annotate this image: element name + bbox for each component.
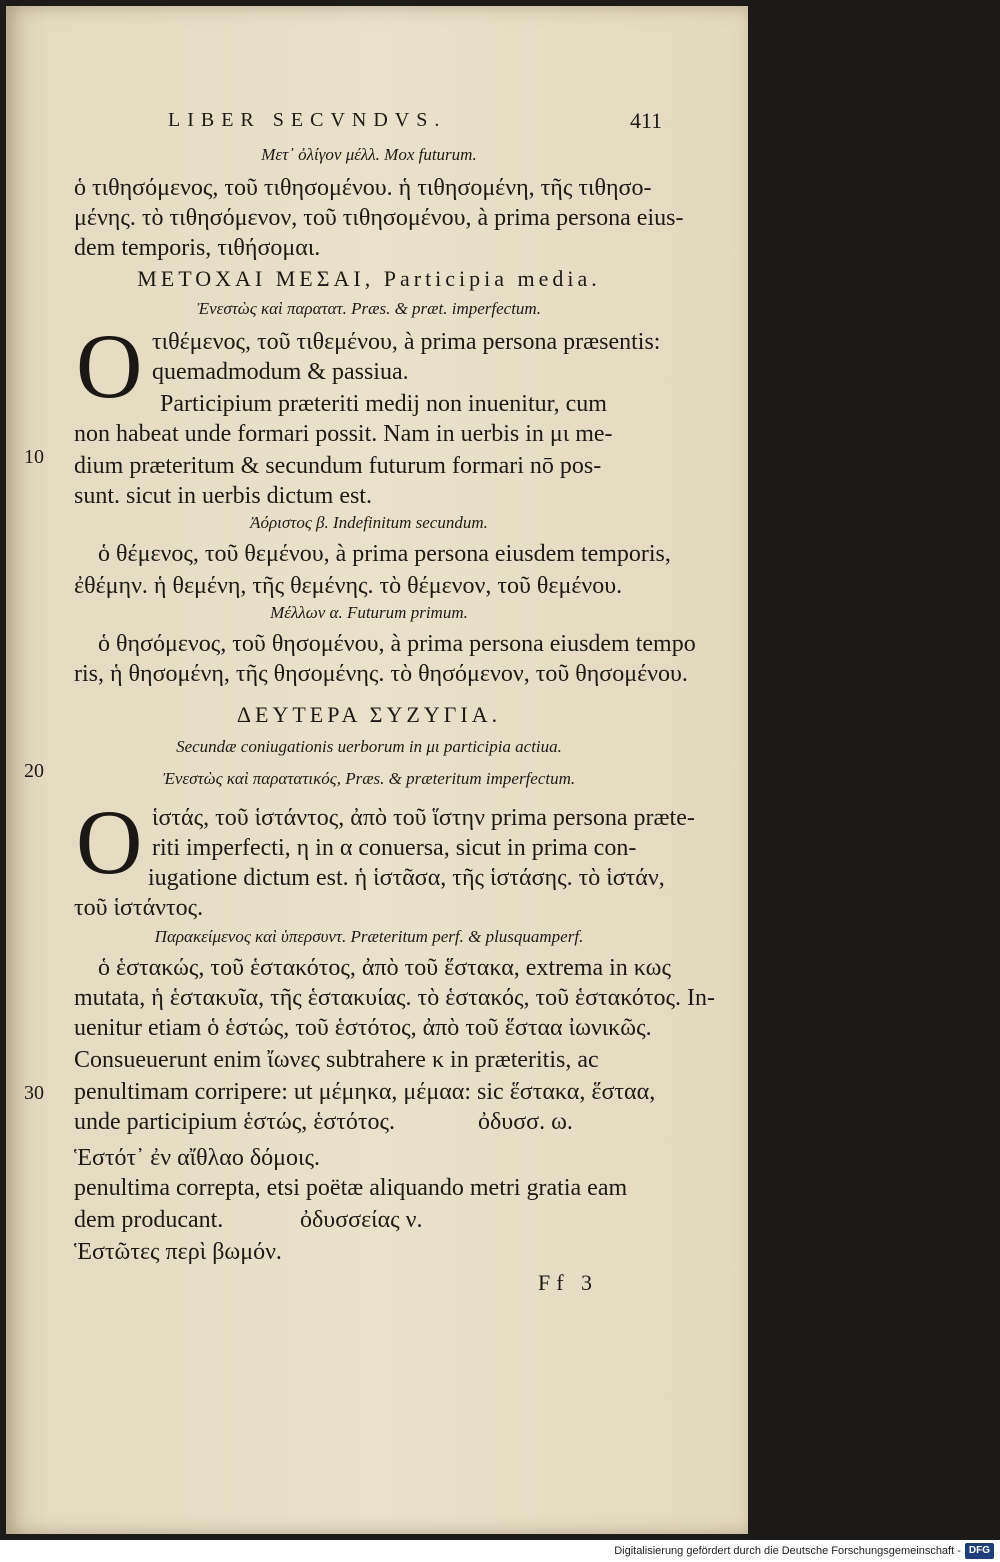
text-line: τοῦ ἱστάντος.	[74, 895, 204, 921]
text-line: ἐθέμην. ἡ θεμένη, τῆς θεμένης. τὸ θέμενον, τοῦ θεμένου.	[74, 573, 623, 599]
text-line: dem temporis, τιθήσομαι.	[74, 235, 321, 261]
page-edge	[748, 0, 1000, 1540]
margin-line-number: 30	[24, 1082, 44, 1104]
folio-number: 411	[630, 108, 663, 133]
section-heading: ΔΕΥΤΕΡΑ ΣΥΖΥΓΙΑ.	[236, 702, 502, 727]
text-line: ris, ἡ θησομένη, τῆς θησομένης. τὸ θησόμενον, τοῦ θησομένου.	[74, 661, 688, 687]
verse-quote: Ἑστῶτες περὶ βωμόν.	[74, 1239, 282, 1265]
text-line: Ἀόριστος β. Indefinitum secundum.	[250, 513, 488, 532]
citation: ὀδυσσ. ω.	[478, 1109, 573, 1135]
text-line: dium præteritum & secundum futurum formari nō pos-	[74, 453, 602, 479]
text-line: ὁ θησόμενος, τοῦ θησομένου, à prima persona eiusdem tempo	[98, 631, 696, 657]
text-line: quemadmodum & passiua.	[152, 359, 409, 385]
text-line: riti imperfecti, η in α conuersa, sicut in prima con-	[152, 835, 637, 861]
text-line: τιθέμενος, τοῦ τιθεμένου, à prima persona præsentis:	[152, 329, 661, 355]
text-line: sunt. sicut in uerbis dictum est.	[74, 483, 372, 509]
citation: ὀδυσσείας ν.	[300, 1207, 423, 1233]
section-heading: ΜΕΤΟΧΑΙ ΜΕΣΑΙ, Participia media.	[137, 266, 601, 291]
digitization-footer	[0, 1540, 1000, 1562]
signature-mark: Ff 3	[538, 1270, 599, 1295]
text-line: ὁ ἑστακώς, τοῦ ἑστακότος, ἀπὸ τοῦ ἕστακα, extrema in κως	[98, 955, 671, 981]
text-line: dem producant.	[74, 1207, 224, 1233]
text-line: ὁ τιθησόμενος, τοῦ τιθησομένου. ἡ τιθησομένη, τῆς τιθησο-	[74, 175, 652, 201]
text-line: Ἐνεστὼς καὶ παρατατικός, Præs. & præteritum imperfectum.	[162, 769, 576, 788]
drop-cap: O	[76, 791, 143, 893]
dfg-logo-icon: DFG	[965, 1543, 994, 1559]
text-line: ὁ θέμενος, τοῦ θεμένου, à prima persona eiusdem temporis,	[98, 541, 671, 567]
text-line: Consueuerunt enim ἴωνες subtrahere κ in præteritis, ac	[74, 1047, 599, 1073]
drop-cap: O	[76, 315, 143, 417]
verse-quote: Ἑστότ᾽ ἐν αἴθλαο δόμοις.	[74, 1145, 320, 1171]
text-line: ἱστάς, τοῦ ἱστάντος, ἀπὸ τοῦ ἵστην prima persona præte-	[152, 805, 695, 831]
text-line: iugatione dictum est. ἡ ἱστᾶσα, τῆς ἱστάσης. τὸ ἱστάν,	[148, 865, 665, 891]
footer-text: Digitalisierung gefördert durch die Deutsche Forschungsgemeinschaft -	[614, 1545, 961, 1557]
text-line: Participium præteriti medij non inuenitur, cum	[160, 391, 607, 417]
text-line: Μέλλων α. Futurum primum.	[270, 603, 468, 622]
text-line: Μετ᾽ ὀλίγον μέλλ. Mox futurum.	[261, 145, 477, 164]
text-line: non habeat unde formari possit. Nam in uerbis in μι me-	[74, 421, 613, 447]
text-line: Ἐνεστὼς καὶ παρατατ. Præs. & præt. imperfectum.	[197, 299, 541, 318]
text-line: Secundæ coniugationis uerborum in μι participia actiua.	[176, 737, 562, 756]
text-line: Παρακείμενος καὶ ὑπερσυντ. Præteritum perf. & plusquamperf.	[154, 927, 584, 946]
text-line: penultimam corripere: ut μέμηκα, μέμαα: sic ἕστακα, ἕσταα,	[74, 1079, 656, 1105]
margin-line-number: 10	[24, 446, 44, 468]
running-title: LIBER SECVNDVS.	[168, 109, 447, 131]
text-line: uenitur etiam ὁ ἑστώς, τοῦ ἑστότος, ἀπὸ τοῦ ἕσταα ἰωνικῶς.	[74, 1015, 652, 1041]
text-line: mutata, ἡ ἑστακυῖα, τῆς ἑστακυίας. τὸ ἑστακός, τοῦ ἑστακότος. In-	[74, 985, 715, 1011]
text-line: penultima correpta, etsi poëtæ aliquando metri gratia eam	[74, 1175, 628, 1201]
text-line: μένης. τὸ τιθησόμενον, τοῦ τιθησομένου, à prima persona eius-	[74, 205, 684, 231]
text-line: unde participium ἑστώς, ἑστότος.	[74, 1109, 396, 1135]
margin-line-number: 20	[24, 760, 44, 782]
